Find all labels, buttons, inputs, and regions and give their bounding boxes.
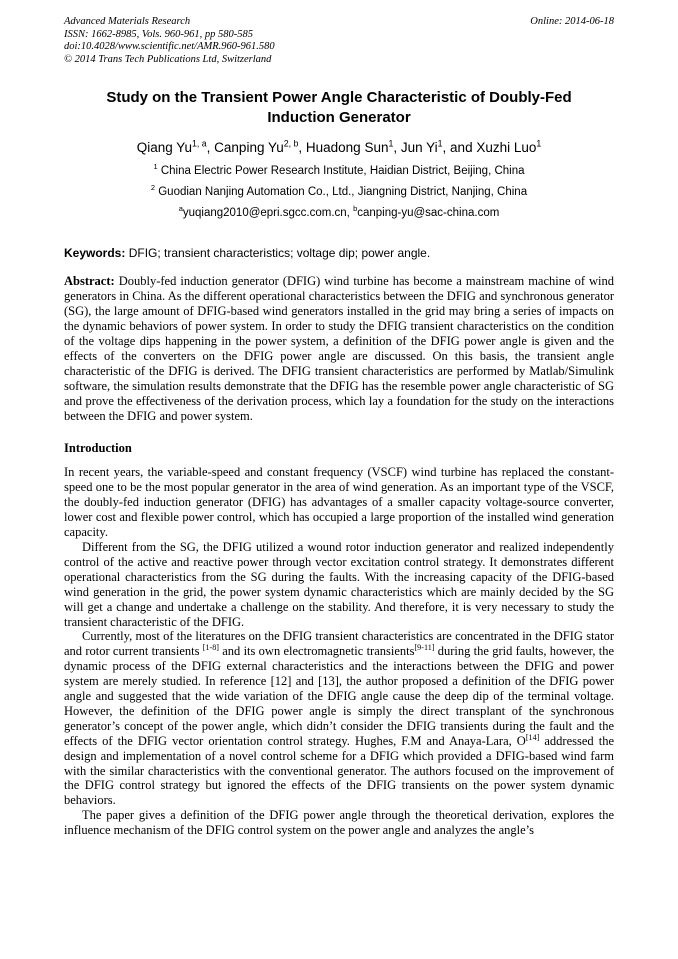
author-superscript: 2, b bbox=[283, 138, 299, 149]
author-superscript: 1, a bbox=[192, 138, 207, 149]
doi-line: doi:10.4028/www.scientific.net/AMR.960-961.580 bbox=[64, 41, 275, 53]
author-superscript: 1 bbox=[536, 138, 542, 149]
abstract-block bbox=[64, 274, 614, 423]
introduction-paragraph-2: Different from the SG, the DFIG utilized a wound rotor induction generator and realized independently control of the active and reactive power through vector excitation control strategy. It demonstrates different operational characteristics from the SG during the faults. With the increasing capacity of the DFIG-based wind generation in the grid, the power system dynamic characteristics which are mainly decided by the SG will get a change and undertake a challenge on the stability. And therefore, it is very necessary to study the transient characteristic of the DFIG. bbox=[64, 539, 614, 629]
author-name: Huadong Sun$^1$, bbox=[305, 138, 401, 156]
affiliation-superscript: 1 bbox=[153, 162, 158, 172]
keywords-text: DFIG; transient characteristics; voltage dip; power angle. bbox=[125, 246, 431, 261]
author-name: Xuzhi Luo$^1$ bbox=[476, 138, 542, 156]
author-name: Jun Yi$^1$, and bbox=[400, 138, 477, 156]
authors-line bbox=[64, 139, 614, 157]
affiliation-line-1 bbox=[64, 164, 614, 178]
affiliation-superscript: 2 bbox=[150, 183, 156, 193]
introduction-paragraph-4: The paper gives a definition of the DFIG power angle through the theoretical derivation, explores the influence mechanism of the DFIG control system on the power angle and analyzes the angle’s bbox=[64, 808, 614, 838]
introduction-paragraph-1: In recent years, the variable-speed and constant frequency (VSCF) wind turbine has replaced the constant-speed one to be the most popular generator in the area of wind generation. As an important type of the VSCF, the doubly-fed induction generator (DFIG) has advantages of a smaller capacity voltage-source converter, lower cost and flexible power control, which has occupied a large proportion of the installed wind generation capacity. bbox=[64, 465, 614, 540]
issn-line: ISSN: 1662-8985, Vols. 960-961, pp 580-585 bbox=[64, 28, 253, 40]
affiliation-text: Guodian Nanjing Automation Co., Ltd., Jiangning District, Nanjing, China bbox=[155, 186, 528, 199]
introduction-paragraph-3: Currently, most of the literatures on the DFIG transient characteristics are concentrated in the DFIG stator and rotor current transients [1-8] and its own electromagnetic transients[9-11] during the grid faults, however, the dynamic process of the DFIG external characteristics and the interactions between the DFIG and power system are merely studied. In reference [12] and [13], the author proposed a definition of the DFIG power angle and suggested that the wide variation of the DFIG angle cause the deep dip of the terminal voltage. However, the definition of the DFIG power angle is simply the direct transplant of the synchronous generator’s concept of the power angle, which didn’t consider the DFIG transients during the fault and the effects of the DFIG vector orientation control strategy. Hughes, F.M and Anaya-Lara, O[14] addressed the design and implementation of a novel control scheme for a DFIG which provided a DFIG-based wind farm with the similar characteristics with the conventional generator. The authors focused on the improvement of the DFIG control strategy but ignored the effects of the DFIG transients on the power system dynamic behaviors. bbox=[64, 629, 614, 808]
section-heading-introduction: Introduction bbox=[64, 441, 132, 456]
author-name: Canping Yu$^{2, b}$, bbox=[214, 138, 306, 156]
online-date: Online: 2014-06-18 bbox=[530, 16, 614, 27]
keywords-label: Keywords: bbox=[64, 246, 126, 261]
affiliation-line-2 bbox=[64, 185, 614, 199]
paper-title: Study on the Transient Power Angle Characteristic of Doubly-Fed Induction Generator bbox=[106, 89, 572, 127]
journal-info-block bbox=[64, 16, 275, 66]
journal-title: Advanced Materials Research bbox=[64, 16, 191, 27]
copyright-line: © 2014 Trans Tech Publications Ltd, Switzerland bbox=[64, 53, 272, 65]
author-name: Qiang Yu$^{1, a}$, bbox=[136, 138, 215, 156]
keywords-block bbox=[64, 246, 614, 261]
abstract-label: Abstract: bbox=[64, 274, 115, 289]
affiliation-text: China Electric Power Research Institute, Haidian District, Beijing, China bbox=[157, 165, 525, 178]
emails-line: $^a$yuqiang2010@epri.sgcc.com.cn, $^b$canping-yu@sac-china.com bbox=[178, 204, 500, 220]
abstract-text: Doubly-fed induction generator (DFIG) wind turbine has become a mainstream machine of wind generators in China. As the different operational characteristics between the DFIG and synchronous generator (SG), the large amount of DFIG-based wind generators installed in the grid may bring a series of impacts on the dynamic behaviors of power system. In order to study the DFIG transient characteristics on the condition of the voltage dips happening in the power system, a definition of the DFIG power angle is given and the effects of the converters on the DFIG power angle are discussed. On this basis, the transient angle characteristic of the DFIG is derived. The DFIG transient characteristics are performed by Matlab/Simulink software, the simulation results demonstrate that the DFIG has the resemble power angle characteristic of SG and prove the effectiveness of the derivation process, which lay a foundation for the study on the interactions between the DFIG and power system. bbox=[64, 274, 614, 423]
author-superscript: 1 bbox=[437, 138, 443, 149]
author-superscript: 1 bbox=[388, 138, 394, 149]
page-header bbox=[64, 16, 614, 66]
